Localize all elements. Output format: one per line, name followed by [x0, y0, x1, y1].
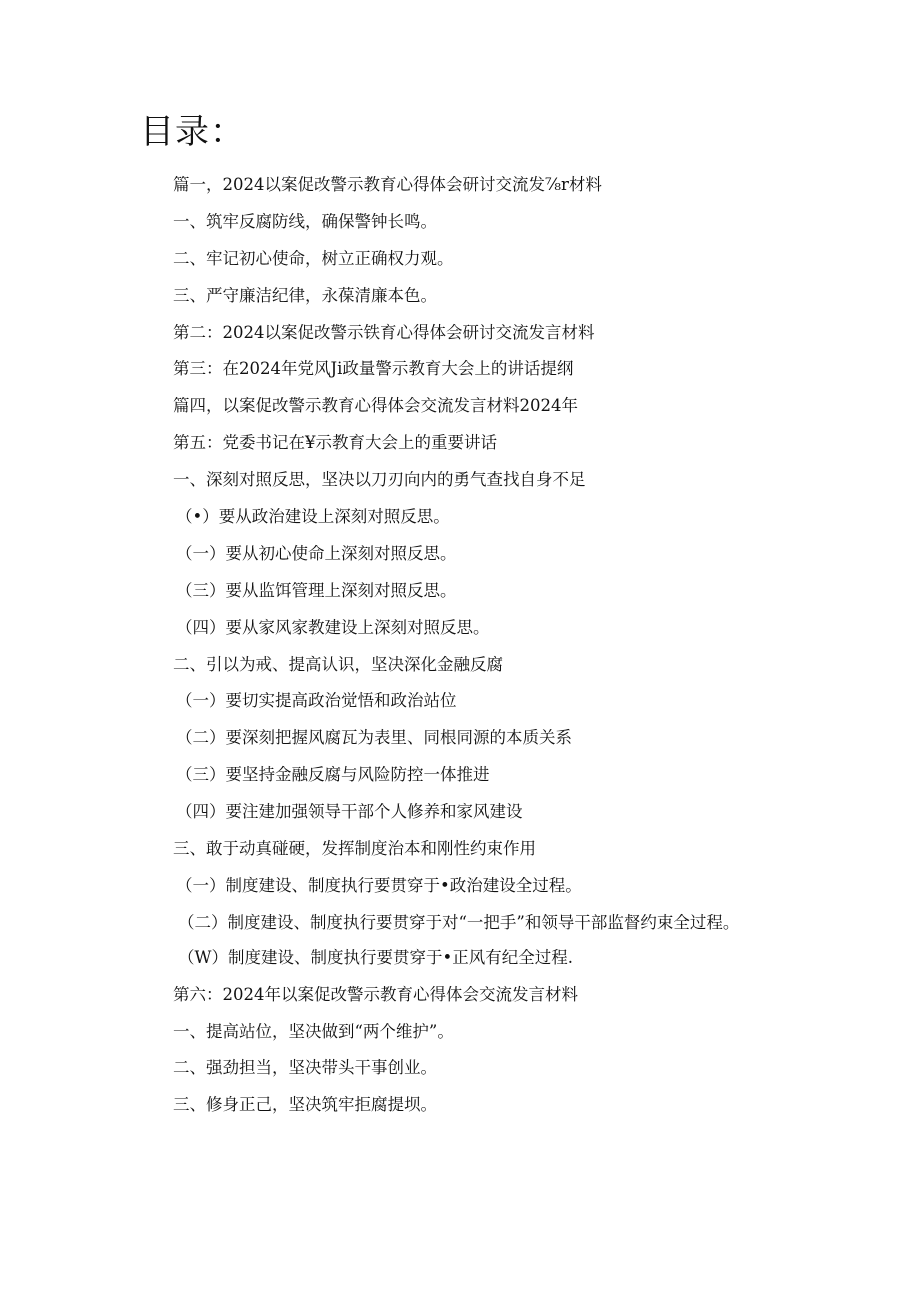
toc-entry: （二）制度建设、制度执行要贯穿于对“一把手”和领导干部监督约束全过程。 [178, 912, 740, 932]
toc-entry: 二、牢记初心使命，树立正确权力观。 [173, 248, 454, 268]
toc-title: 目录： [140, 112, 245, 152]
toc-entry: 二、强劲担当，坚决带头干事创业。 [173, 1058, 437, 1078]
toc-entry: 三、严守廉洁纪律，永葆清廉本色。 [173, 285, 437, 305]
toc-entry: 第三：在2024年党风Ji政量警示教育大会上的讲话提纲 [173, 359, 574, 379]
toc-entry: 篇四，以案促改警示教育心得体会交流发言材料2024年 [173, 396, 578, 416]
toc-entry: 三、修身正己，坚决筑牢拒腐提坝。 [173, 1095, 437, 1115]
toc-entry: （四）要从家风家教建设上深刻对照反思。 [176, 617, 490, 637]
toc-entry: 篇一，2024以案促改警示教育心得体会研讨交流发⅞r材料 [173, 175, 602, 194]
toc-entry: 一、筑牢反腐防线，确保警钟长鸣。 [173, 211, 437, 231]
toc-entry: （三）要从监饵管理上深刻对照反思。 [176, 580, 457, 600]
toc-entry: 一、提高站位，坚决做到“两个维护”。 [173, 1021, 454, 1041]
toc-entry: 第二：2024以案促改警示铁育心得体会研讨交流发言材料 [173, 322, 595, 342]
toc-entry: （一）要切实提高政治觉悟和政治站位 [176, 691, 457, 711]
toc-entry: 二、引以为戒、提高认识，坚决深化金融反腐 [173, 654, 503, 674]
toc-entry: 第六：2024年以案促改警示教育心得体会交流发言材料 [173, 984, 578, 1004]
toc-list [138, 174, 788, 1131]
toc-entry: （二）要深刻把握风腐瓦为表里、同根同源的本质关系 [176, 728, 572, 748]
toc-entry: 一、深刻对照反思，坚决以刀刃向内的勇气查找自身不足 [173, 470, 586, 490]
toc-entry: 三、敢于动真碰硬，发挥制度治本和刚性约束作用 [173, 839, 536, 859]
toc-entry: （三）要坚持金融反腐与风险防控一体推进 [176, 765, 490, 785]
toc-entry: 第五：党委书记在¥示教育大会上的重要讲话 [173, 433, 497, 453]
toc-entry: （•）要从政治建设上深刻对照反思。 [176, 507, 450, 527]
toc-entry: （一）制度建设、制度执行要贯穿于•政治建设全过程。 [176, 875, 582, 895]
toc-entry: （一）要从初心使命上深刻对照反思。 [176, 543, 457, 563]
toc-entry: （W）制度建设、制度执行要贯穿于•正风有纪全过程. [178, 947, 573, 967]
toc-entry: （四）要注建加强领导干部个人修养和家风建设 [176, 802, 523, 822]
